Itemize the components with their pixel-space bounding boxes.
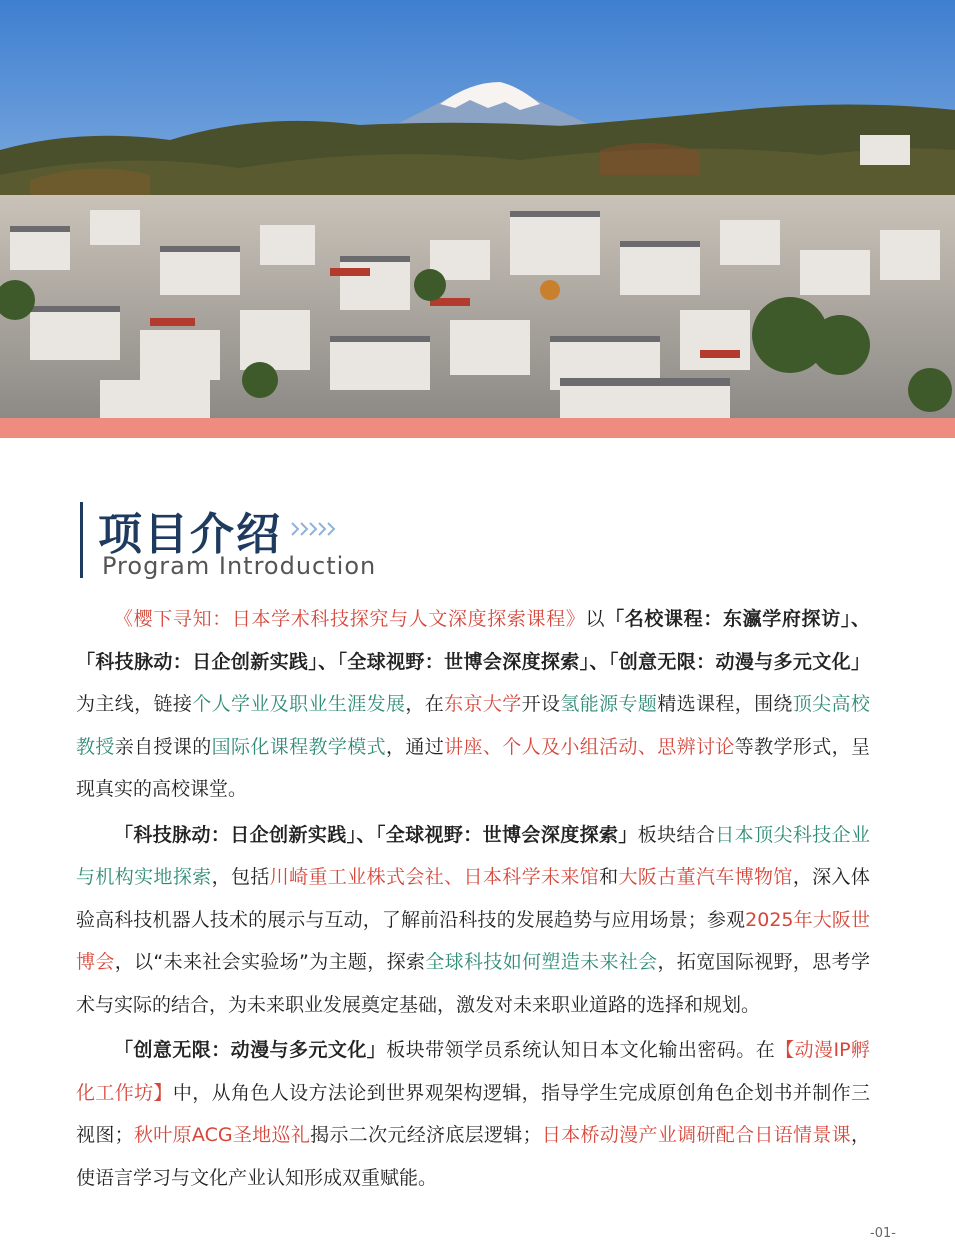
text-run: 开设: [521, 693, 561, 715]
text-run: ，包括: [211, 866, 270, 888]
text-run: 2025年大阪世博会: [76, 908, 870, 973]
intro-body: [76, 598, 870, 1202]
text-run: 个人学业及职业生涯发展: [192, 693, 406, 715]
text-run: 全球科技如何塑造未来社会: [425, 951, 658, 973]
text-run: 国际化课程教学模式: [211, 735, 386, 758]
paragraph-1: [76, 598, 870, 811]
text-run: 东京大学: [444, 693, 522, 715]
text-run: 板块带领学员系统认知日本文化输出密码。在: [386, 1039, 776, 1061]
text-run: 亲自授课的: [114, 735, 212, 758]
paragraph-3: [76, 1029, 870, 1199]
page-number: -01-: [870, 1226, 896, 1241]
text-run: 中，从角色人设方法论到世界观架构逻辑，指导学生完成原创角色企划书并制作三视图；: [76, 1081, 870, 1146]
text-run: 板块结合: [637, 823, 716, 846]
text-run: 精选课程，围绕: [657, 693, 793, 715]
text-run: 大阪古董汽车博物馆: [618, 866, 793, 888]
text-run: 《樱下寻知：日本学术科技探究与人文深度探索课程》: [114, 608, 586, 630]
text-run: ，以“未来社会实验场”为主题，探索: [114, 951, 426, 973]
text-run: ，使语言学习与文化产业认知形成双重赋能。: [76, 1124, 870, 1189]
text-run: 日本顶尖科技企业与机构实地探索: [76, 823, 870, 888]
chevrons-right-icon: [288, 520, 336, 538]
text-run: ，在: [405, 693, 445, 715]
page-title: 项目介绍: [98, 509, 282, 560]
text-run: 顶尖高校教授: [76, 693, 870, 758]
hero-photo: [0, 0, 955, 418]
text-run: 讲座、个人及小组活动、思辨讨论: [444, 735, 735, 758]
text-run: 和: [599, 866, 619, 888]
text-run: 为主线，链接: [76, 693, 193, 715]
page-subtitle: Program Introduction: [102, 552, 377, 580]
text-run: 日本桥动漫产业调研配合日语情景课: [541, 1124, 851, 1146]
text-run: 川崎重工业株式会社、日本科学未来馆: [269, 866, 600, 888]
mountain-city-photo: [0, 0, 955, 418]
text-run: 秋叶原ACG圣地巡礼: [133, 1124, 311, 1146]
heading-bar: [80, 502, 83, 578]
section-heading: [80, 500, 500, 582]
text-run: 「名校课程：东瀛学府探访」、「科技脉动：日企创新实践」、「全球视野：世博会深度探索」、「创意无限：动漫与多元文化」: [76, 608, 870, 673]
text-run: 「科技脉动：日企创新实践」、「全球视野：世博会深度探索」: [114, 823, 638, 846]
text-run: 等教学形式，呈现真实的高校课堂。: [76, 735, 870, 800]
text-run: ，通过: [385, 735, 445, 758]
text-run: 【动漫IP孵化工作坊】: [76, 1039, 870, 1104]
text-run: ，深入体验高科技机器人技术的展示与互动，了解前沿科技的发展趋势与应用场景；参观: [76, 866, 870, 931]
accent-band: [0, 418, 955, 438]
paragraph-2: [76, 814, 870, 1027]
text-run: 「创意无限：动漫与多元文化」: [114, 1039, 387, 1061]
text-run: ，拓宽国际视野，思考学术与实际的结合，为未来职业发展奠定基础，激发对未来职业道路的选择和规划。: [76, 951, 870, 1016]
text-run: 以: [585, 608, 606, 630]
text-run: 氢能源专题: [560, 693, 658, 715]
text-run: 揭示二次元经济底层逻辑；: [310, 1124, 542, 1146]
